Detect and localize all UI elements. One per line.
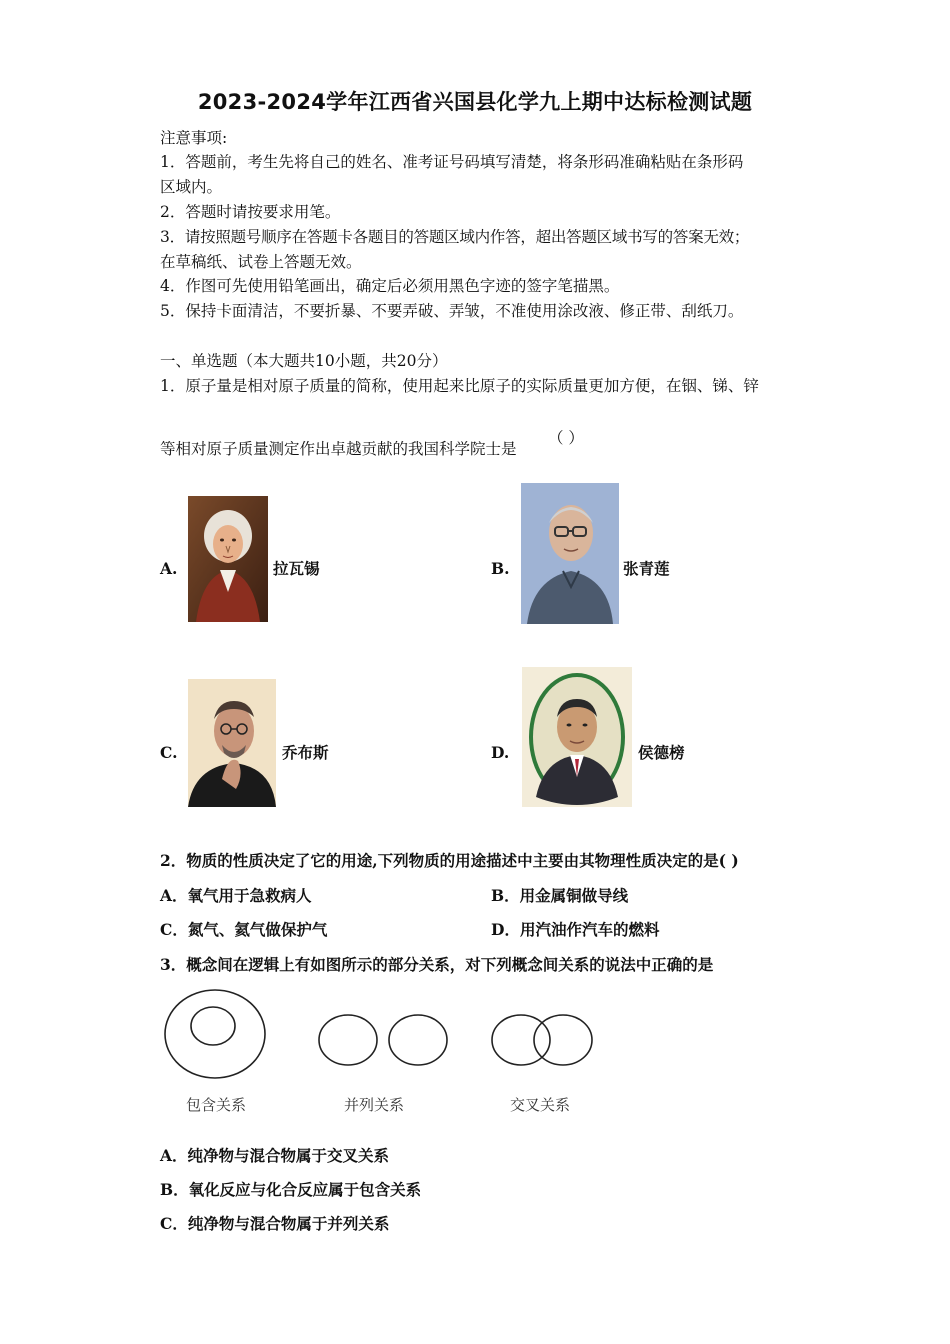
option-c-name: 乔布斯 [282, 743, 329, 762]
option-d-letter: D. [491, 743, 510, 762]
option-text: 氧气用于急救病人 [187, 886, 312, 905]
question-3-stem: 3．概念间在逻辑上有如图所示的部分关系，对下列概念间关系的说法中正确的是 [160, 955, 714, 974]
option-a-name: 拉瓦锡 [273, 559, 320, 578]
option-text: 用汽油作汽车的燃料 [519, 920, 660, 939]
option-c [160, 1214, 389, 1234]
option-b [160, 1180, 421, 1200]
option-text: 氧化反应与化合反应属于包含关系 [188, 1180, 422, 1199]
notice-line: 在草稿纸、试卷上答题无效。 [160, 253, 362, 271]
option-c-letter: C. [160, 743, 178, 762]
option-text: 氮气、氦气做保护气 [187, 920, 328, 939]
option-letter: B． [491, 886, 520, 905]
relation-diagram [150, 985, 610, 1080]
option-letter: D． [491, 920, 520, 939]
portrait-jobs-icon [188, 679, 276, 807]
option-c [160, 920, 327, 940]
option-letter: C． [160, 920, 188, 939]
diagram-label-containment: 包含关系 [186, 1096, 247, 1114]
notice-line: 区域内。 [160, 178, 223, 196]
option-b-name: 张青莲 [623, 559, 670, 578]
answer-blank: （ ） [548, 429, 584, 447]
page-title: 2023-2024学年江西省兴国县化学九上期中达标检测试题 [197, 90, 753, 114]
option-text: 纯净物与混合物属于交叉关系 [187, 1146, 390, 1165]
option-a [160, 886, 312, 906]
notice-line: 5．保持卡面清洁，不要折暴、不要弄破、弄皱，不准使用涂改液、修正带、刮纸刀。 [160, 302, 744, 320]
option-b [491, 886, 628, 906]
option-text: 用金属铜做导线 [519, 886, 629, 905]
diagram-label-cross: 交叉关系 [510, 1096, 571, 1114]
notice-line: 3．请按照题号顺序在答题卡各题目的答题区域内作答，超出答题区域书写的答案无效； [160, 228, 750, 246]
option-letter: C． [160, 1214, 188, 1233]
option-b-letter: B. [491, 559, 510, 578]
option-letter: A． [160, 1146, 188, 1165]
portrait-hou-debang-icon [522, 667, 632, 807]
notice-line: 2．答题时请按要求用笔。 [160, 203, 341, 221]
notice-heading: 注意事项: [160, 129, 228, 147]
portrait-lavoisier-icon [188, 496, 268, 622]
option-a-letter: A. [160, 559, 178, 578]
section-heading: 一、单选题（本大题共10小题，共20分） [160, 352, 448, 370]
option-text: 纯净物与混合物属于并列关系 [187, 1214, 390, 1233]
containment-inner-circle [191, 1007, 235, 1045]
cross-right-circle [534, 1015, 592, 1065]
notice-line: 4．作图可先使用铅笔画出，确定后必须用黑色字迹的签字笔描黑。 [160, 277, 620, 295]
portrait-zhang-qinglian-icon [521, 483, 619, 624]
option-d-name: 侯德榜 [638, 743, 685, 762]
parallel-right-circle [389, 1015, 447, 1065]
containment-outer-circle [165, 990, 265, 1078]
question-1-stem-line1: 1．原子量是相对原子质量的简称，使用起来比原子的实际质量更加方便，在铟、锑、锌 [160, 377, 759, 395]
question-2-stem: 2．物质的性质决定了它的用途,下列物质的用途描述中主要由其物理性质决定的是( ) [160, 851, 739, 870]
parallel-left-circle [319, 1015, 377, 1065]
option-d [491, 920, 659, 940]
option-letter: B． [160, 1180, 189, 1199]
notice-line: 1．答题前，考生先将自己的姓名、准考证号码填写清楚，将条形码准确粘贴在条形码 [160, 153, 744, 171]
option-letter: A． [160, 886, 188, 905]
question-1-stem-line2: 等相对原子质量测定作出卓越贡献的我国科学院士是 [160, 440, 517, 458]
diagram-label-parallel: 并列关系 [344, 1096, 405, 1114]
option-a [160, 1146, 389, 1166]
